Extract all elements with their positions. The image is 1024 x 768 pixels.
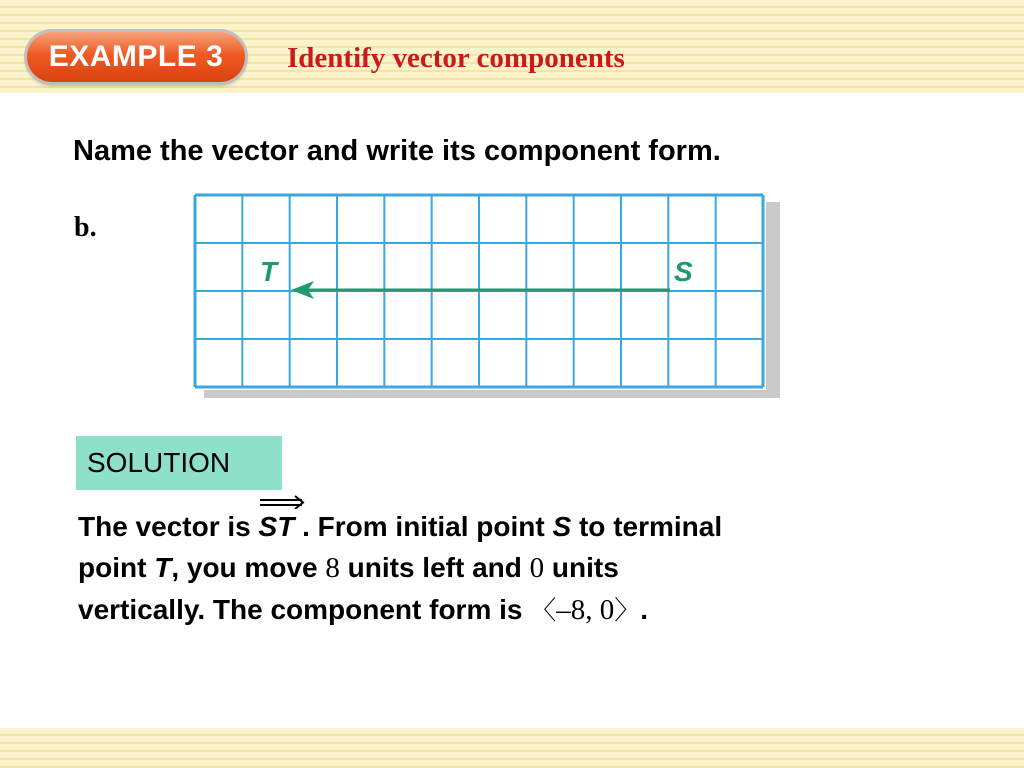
solution-heading-box: [76, 436, 282, 490]
example-badge-label: EXAMPLE 3: [48, 40, 224, 73]
solution-text-segment: . From initial point: [294, 511, 553, 542]
vector-notation: [259, 506, 295, 547]
solution-text-segment: vertically. The component form is: [78, 594, 531, 625]
part-label: b.: [74, 212, 97, 243]
vector-name: ST: [258, 511, 295, 542]
solution-line-2: [78, 547, 978, 589]
solution-line-3: [78, 589, 978, 632]
solution-text-segment: to terminal: [571, 511, 723, 542]
solution-text: [78, 506, 978, 632]
vector-overline-arrow-icon: [258, 495, 306, 509]
right-angle-bracket: 〉: [614, 596, 641, 626]
units-left-value: 8: [325, 552, 340, 584]
initial-point-name: S: [552, 511, 572, 542]
footer-band: [0, 728, 1024, 768]
left-angle-bracket: 〈: [530, 596, 557, 626]
solution-text-segment: .: [640, 594, 649, 625]
problem-prompt: Name the vector and write its component form.: [73, 135, 721, 167]
vector-grid-figure: [192, 192, 766, 390]
point-s-label: S: [674, 256, 693, 287]
point-t-label: T: [260, 256, 278, 287]
solution-text-segment: units left and: [339, 552, 530, 583]
solution-text-segment: point: [78, 552, 155, 583]
terminal-point-name: T: [154, 552, 172, 583]
component-form-value: –8, 0: [556, 594, 615, 626]
solution-heading: SOLUTION: [87, 447, 231, 478]
solution-text-segment: The vector is: [78, 511, 259, 542]
page-title: Identify vector components: [287, 42, 625, 74]
solution-text-segment: units: [544, 552, 619, 583]
solution-line-1: [78, 506, 978, 547]
solution-text-segment: , you move: [171, 552, 326, 583]
units-vertical-value: 0: [529, 552, 545, 584]
example-badge: [27, 32, 245, 82]
